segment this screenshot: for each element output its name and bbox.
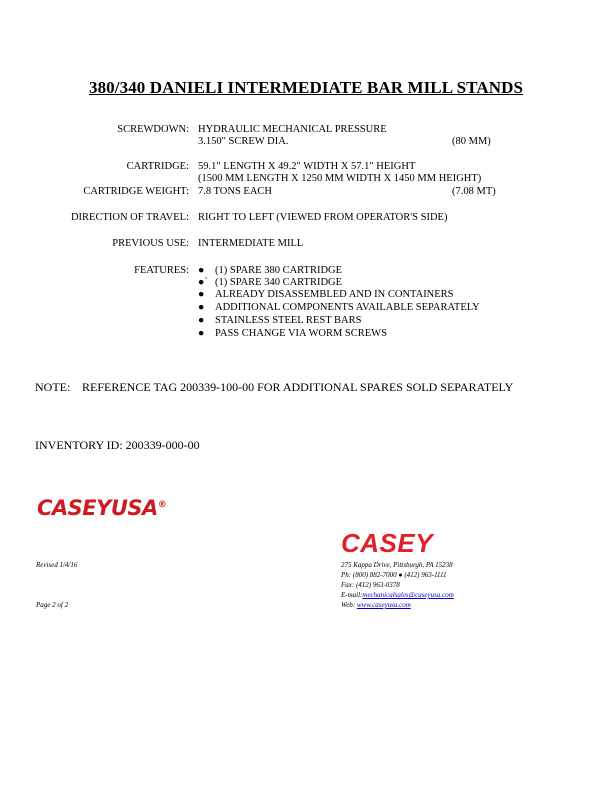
feature-item: ALREADY DISASSEMBLED AND IN CONTAINERS [215, 289, 454, 300]
inventory-label: INVENTORY ID: [35, 438, 123, 452]
cartridge-label: CARTRIDGE: [126, 161, 189, 172]
previous-use-label: PREVIOUS USE: [112, 238, 189, 249]
cartridge-value-line1: 59.1" LENGTH X 49.2" WIDTH X 57.1" HEIGHT [198, 161, 416, 172]
caseyusa-logo [37, 496, 166, 520]
web-link[interactable]: www.caseyusa.com [356, 601, 411, 609]
note-label: NOTE: [35, 380, 71, 394]
note-text: REFERENCE TAG 200339-100-00 FOR ADDITIONAL SPARES SOLD SEPARATELY [82, 380, 514, 394]
bullet-icon: ● [198, 302, 205, 313]
bullet-icon: ● [198, 315, 205, 326]
email-line [341, 590, 454, 600]
screwdown-value-line2: 3.150" SCREW DIA. [198, 136, 289, 147]
screwdown-label: SCREWDOWN: [117, 124, 189, 135]
phone: Ph: (800) 882-7000 ● (412) 963-1111 [341, 571, 447, 579]
caseyusa-logo-text: CASEYUSA [37, 496, 158, 520]
revised-date: Revised 1/4/16 [36, 561, 78, 569]
feature-item: (1) SPARE 340 CARTRIDGE [215, 277, 343, 288]
note [35, 380, 513, 395]
screwdown-metric: (80 MM) [452, 136, 491, 147]
registered-mark: ® [157, 500, 167, 510]
casey-logo: CASEY [341, 528, 434, 558]
direction-value: RIGHT TO LEFT (VIEWED FROM OPERATOR'S SIDE) [198, 212, 448, 223]
feature-item: ADDITIONAL COMPONENTS AVAILABLE SEPARATELY [215, 302, 480, 313]
web-line [341, 600, 411, 610]
bullet-icon: ● [198, 328, 205, 339]
email-label: E-mail: [341, 591, 363, 599]
feature-item: PASS CHANGE VIA WORM SCREWS [215, 328, 387, 339]
features-label: FEATURES: [134, 265, 189, 276]
fax: Fax: (412) 963-0378 [341, 581, 400, 589]
address: 275 Kappa Drive, Pittsburgh, PA 15238 [341, 561, 453, 569]
cartridge-weight-label: CARTRIDGE WEIGHT: [83, 186, 189, 197]
bullet-icon: ● [198, 265, 205, 276]
inventory [35, 438, 200, 453]
inventory-id: 200339-000-00 [125, 438, 200, 452]
cartridge-weight-value: 7.8 TONS EACH [198, 186, 272, 197]
cartridge-weight-metric: (7.08 MT) [452, 186, 496, 197]
email-link[interactable]: mechanicalsales@caseyusa.com [362, 591, 454, 599]
feature-item: STAINLESS STEEL REST BARS [215, 315, 362, 326]
bullet-icon: ● [198, 289, 205, 300]
page-number: Page 2 of 2 [36, 601, 69, 609]
bullet-icon: ●` [198, 277, 208, 288]
document-title: 380/340 DANIELI INTERMEDIATE BAR MILL STANDS [88, 78, 524, 97]
web-label: Web: [341, 601, 356, 609]
screwdown-value-line1: HYDRAULIC MECHANICAL PRESSURE [198, 124, 387, 135]
cartridge-value-line2: (1500 MM LENGTH X 1250 MM WIDTH X 1450 MM HEIGHT) [198, 173, 482, 184]
direction-label: DIRECTION OF TRAVEL: [70, 212, 189, 223]
previous-use-value: INTERMEDIATE MILL [198, 238, 304, 249]
feature-item: (1) SPARE 380 CARTRIDGE [215, 265, 343, 276]
